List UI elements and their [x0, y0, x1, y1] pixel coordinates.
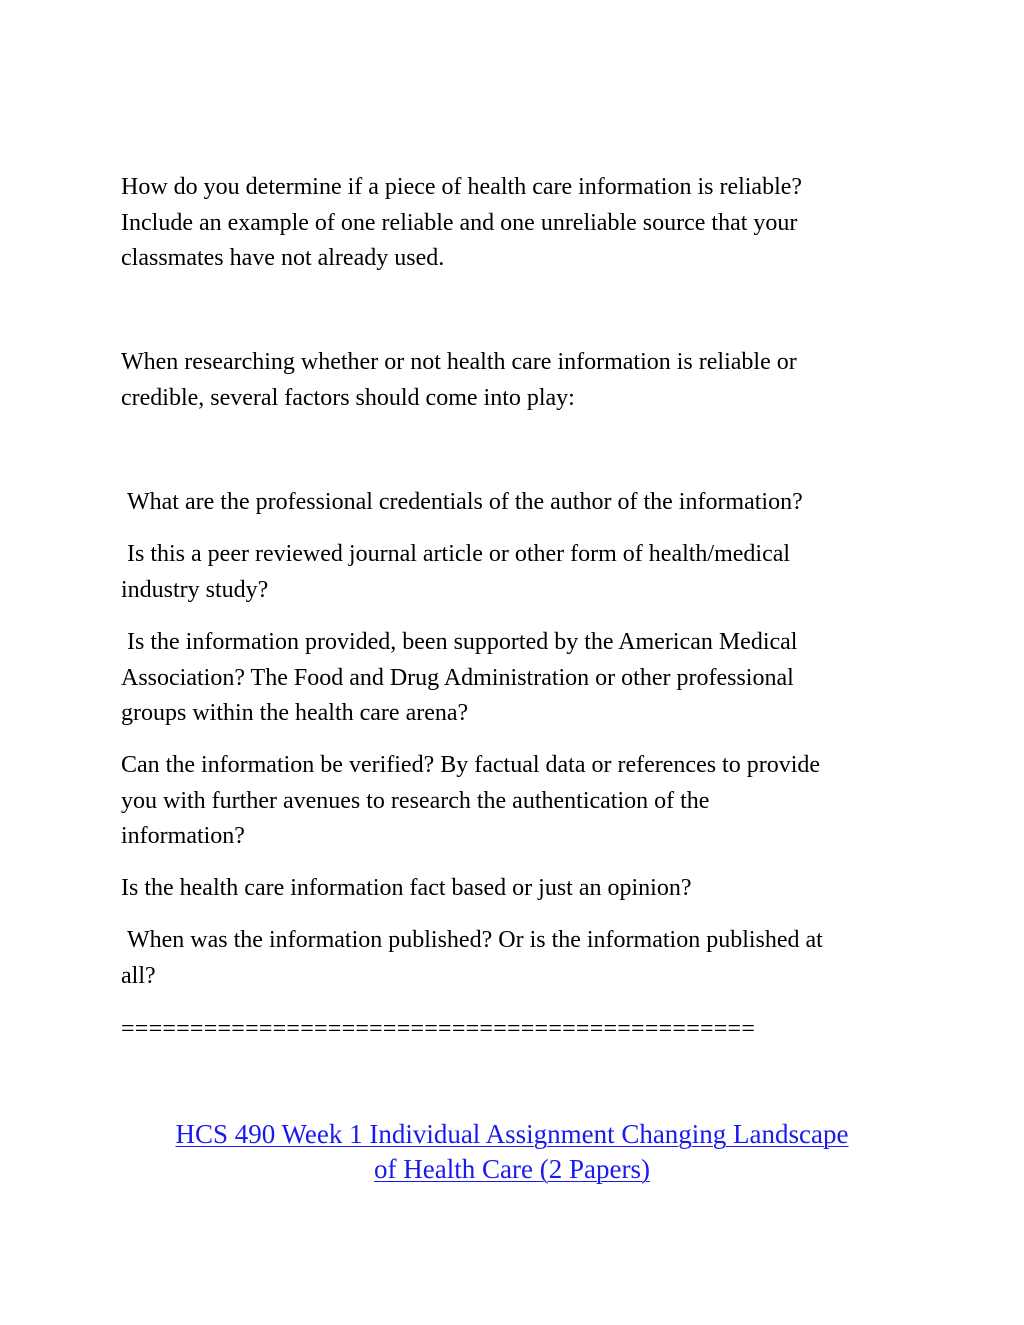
factor-paragraph — [121, 871, 911, 907]
factor-line: When was the information published? Or is the information published at — [127, 927, 823, 953]
factor-line: all? — [121, 962, 156, 989]
factor-paragraph — [121, 537, 911, 608]
factor-line: groups within the health care arena? — [121, 700, 469, 726]
question-line: classmates have not already used. — [121, 245, 445, 271]
separator-line: ============================================== — [121, 1016, 756, 1042]
factor-line: you with further avenues to research the authentication of the — [121, 787, 710, 814]
factor-line: Is this a peer reviewed journal article or other form of health/medical — [127, 541, 791, 567]
factor-paragraph — [121, 923, 911, 994]
question-line: Include an example of one reliable and one unreliable source that your — [121, 209, 798, 236]
factor-line: information? — [121, 823, 245, 849]
factor-line: Association? The Food and Drug Administration or other professional — [121, 664, 794, 691]
factor-paragraph — [121, 748, 911, 855]
intro-line: credible, several factors should come into play: — [121, 384, 575, 411]
question-paragraph — [121, 170, 911, 277]
assignment-link-line: HCS 490 Week 1 Individual Assignment Changing Landscape — [175, 1119, 849, 1149]
question-line: How do you determine if a piece of health care information is reliable? — [121, 174, 803, 200]
factor-line: Is the information provided, been supported by the American Medical — [127, 629, 798, 655]
factor-line: Can the information be verified? By factual data or references to provide — [121, 752, 821, 778]
factor-line: Is the health care information fact based or just an opinion? — [121, 875, 692, 901]
factor-line: What are the professional credentials of the author of the information? — [127, 489, 803, 515]
intro-paragraph — [121, 345, 911, 416]
intro-line: When researching whether or not health care information is reliable or — [121, 349, 797, 375]
factor-line: industry study? — [121, 576, 269, 603]
assignment-link-block — [112, 1117, 912, 1187]
factor-paragraph — [121, 625, 911, 732]
assignment-link[interactable] — [176, 1119, 849, 1184]
factor-paragraph — [121, 485, 911, 521]
assignment-link-line: of Health Care (2 Papers) — [374, 1154, 650, 1184]
